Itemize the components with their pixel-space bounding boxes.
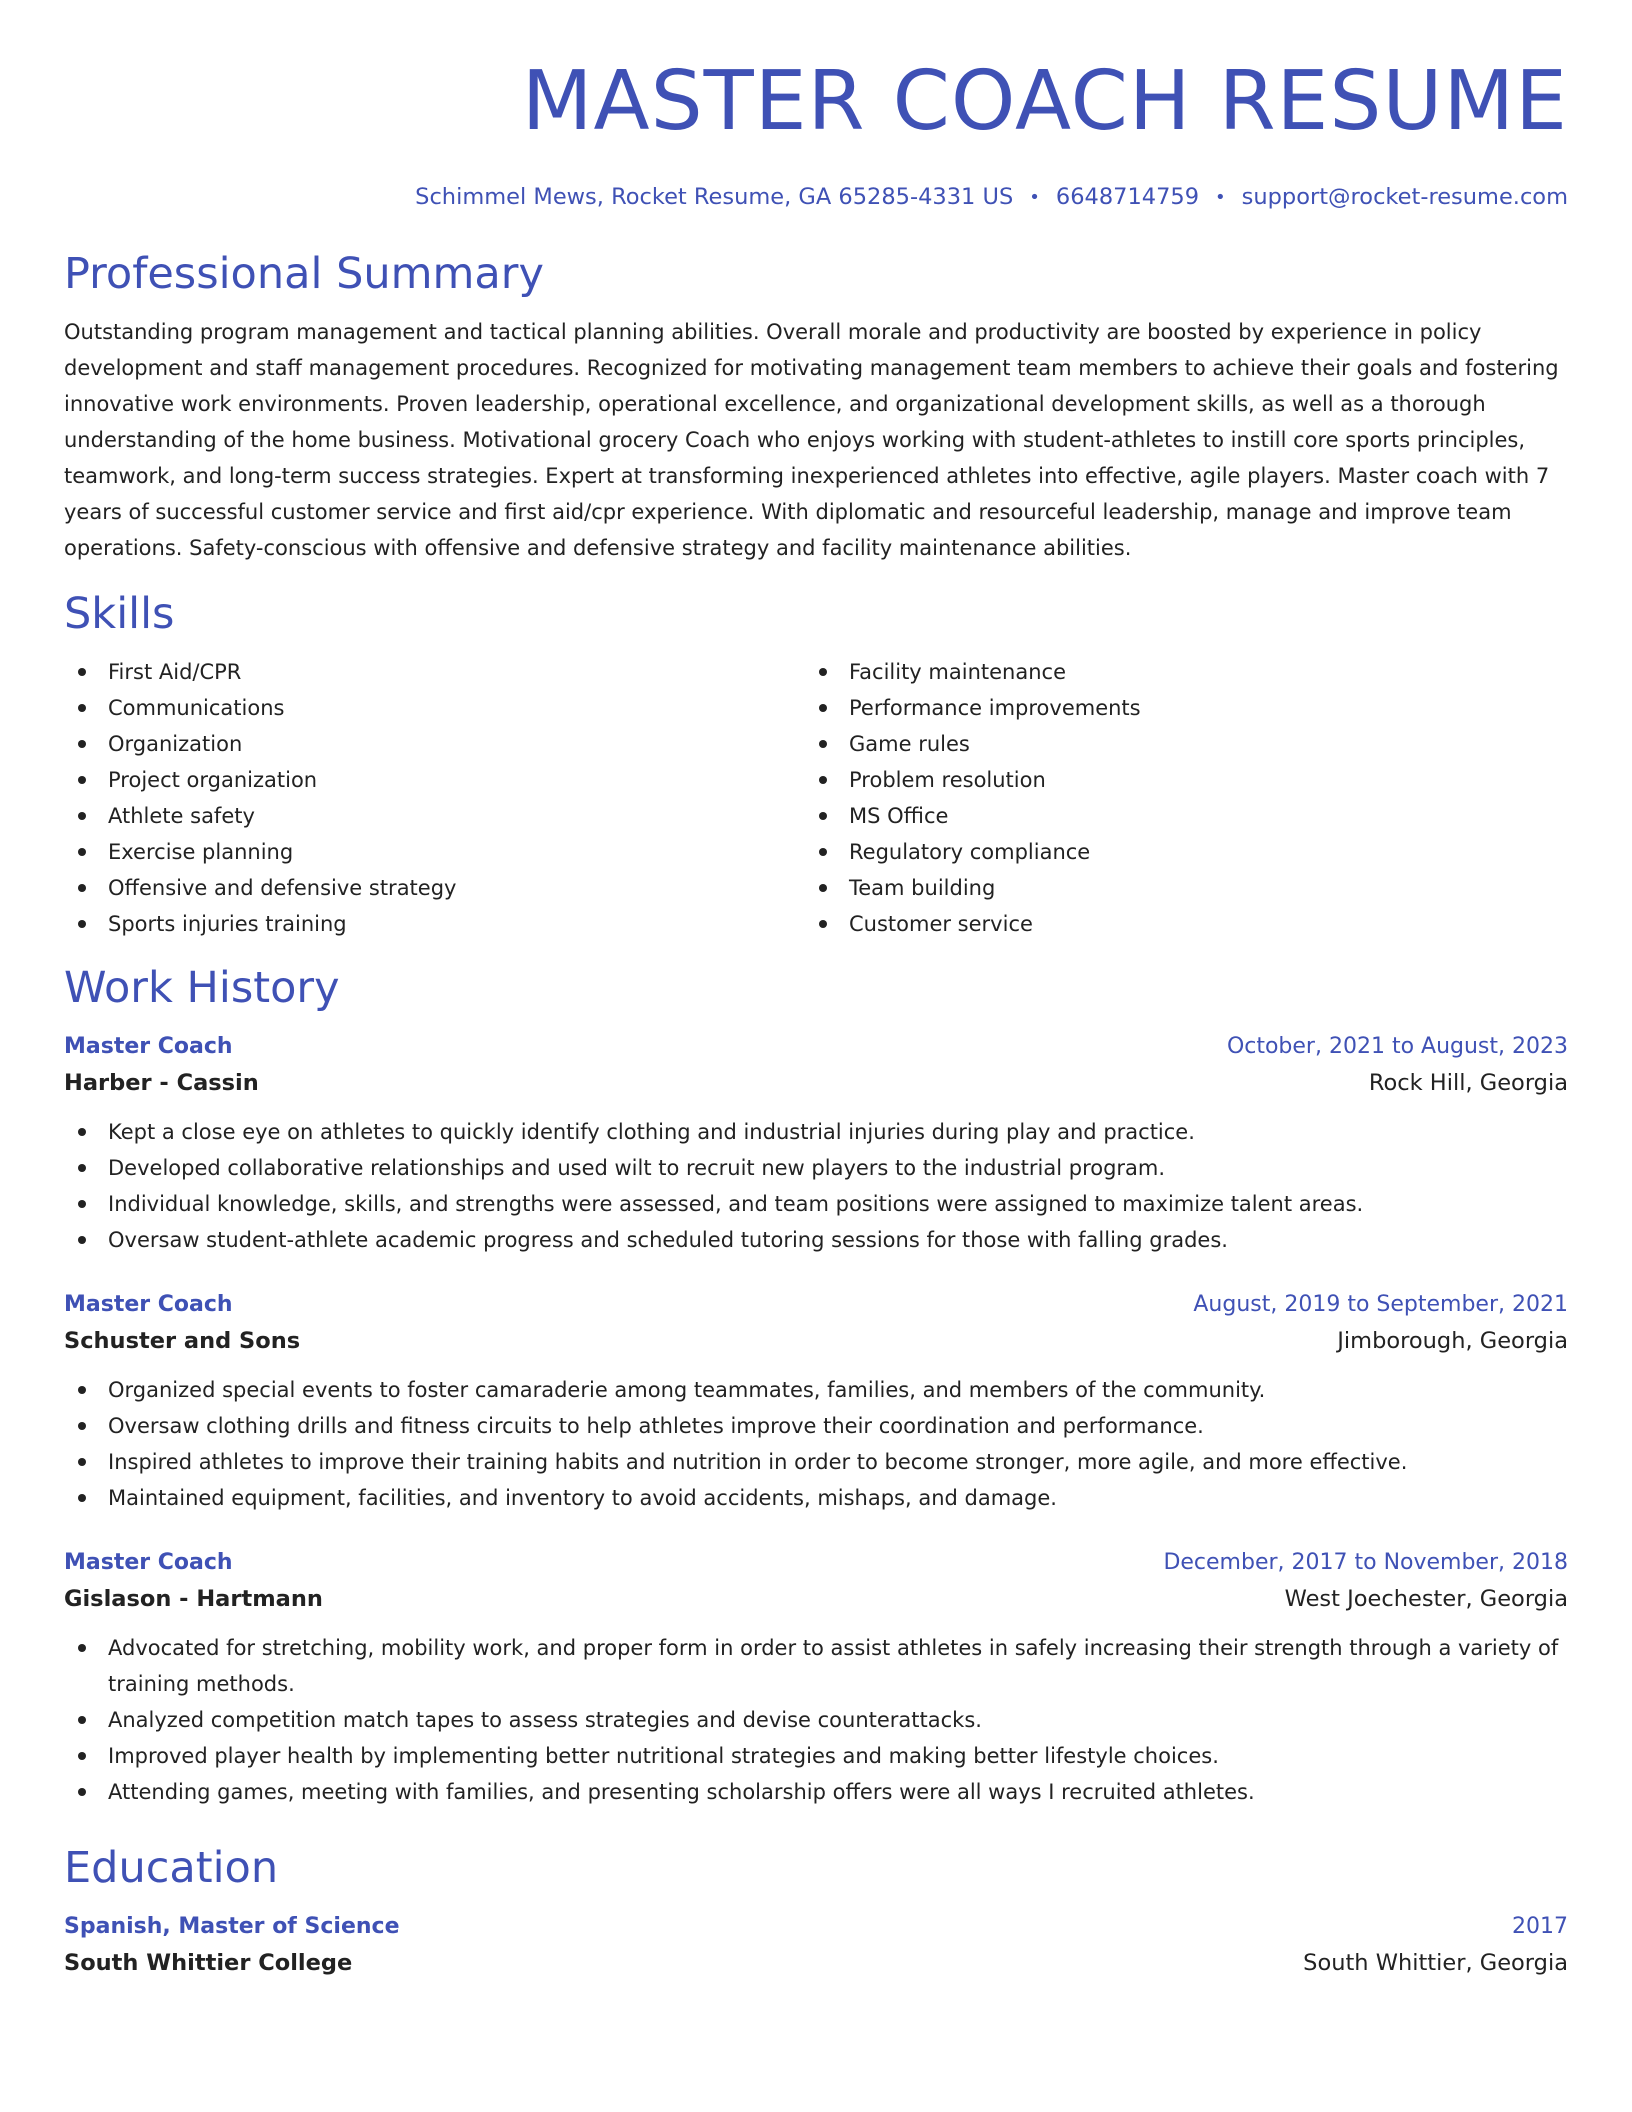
bullet-icon	[78, 1788, 86, 1796]
bullet-icon	[78, 1422, 86, 1430]
education-location: South Whittier, Georgia	[1303, 1950, 1568, 1976]
skills-column-right	[805, 654, 1546, 942]
job-title: Master Coach	[64, 1550, 233, 1575]
bullet-icon	[78, 920, 86, 928]
job-entry	[64, 1546, 1568, 1810]
bullet-icon	[78, 776, 86, 784]
skill-label: Game rules	[849, 732, 970, 756]
skill-item	[64, 906, 805, 942]
skill-item	[64, 762, 805, 798]
duty-text: Individual knowledge, skills, and strengths were assessed, and team positions were assigned to maximize talent areas.	[108, 1192, 1364, 1216]
skill-item	[805, 870, 1546, 906]
skill-label: Customer service	[849, 912, 1033, 936]
skill-label: Offensive and defensive strategy	[108, 876, 457, 900]
bullet-icon	[819, 848, 827, 856]
skill-label: Communications	[108, 696, 285, 720]
skill-item	[64, 726, 805, 762]
education-entry	[64, 1910, 1568, 1982]
bullet-icon	[78, 1716, 86, 1724]
skill-item	[805, 798, 1546, 834]
skill-label: Exercise planning	[108, 840, 294, 864]
contact-separator: •	[1215, 186, 1226, 208]
skill-label: Performance improvements	[849, 696, 1141, 720]
skill-item	[64, 654, 805, 690]
skill-item	[64, 834, 805, 870]
job-location: Jimborough, Georgia	[1337, 1328, 1568, 1354]
skills-heading: Skills	[64, 589, 175, 639]
job-employer-row	[64, 1580, 1568, 1618]
duty-text: Kept a close eye on athletes to quickly identify clothing and industrial injuries during play and practice.	[108, 1120, 1195, 1144]
skill-item	[805, 654, 1546, 690]
job-dates: August, 2019 to September, 2021	[1193, 1292, 1568, 1317]
skill-item	[805, 690, 1546, 726]
bullet-icon	[78, 704, 86, 712]
skill-item	[805, 834, 1546, 870]
bullet-icon	[819, 740, 827, 748]
job-employer-row	[64, 1064, 1568, 1102]
bullet-icon	[819, 812, 827, 820]
skill-label: Regulatory compliance	[849, 840, 1091, 864]
duty-item	[64, 1186, 1568, 1222]
duty-item	[64, 1222, 1568, 1258]
skill-label: First Aid/CPR	[108, 660, 242, 684]
duty-item	[64, 1630, 1568, 1702]
duty-item	[64, 1480, 1568, 1516]
bullet-icon	[819, 884, 827, 892]
contact-separator: •	[1029, 186, 1040, 208]
job-header-row	[64, 1030, 1568, 1064]
job-employer: Gislason - Hartmann	[64, 1586, 323, 1612]
duty-item	[64, 1372, 1568, 1408]
bullet-icon	[78, 740, 86, 748]
skill-item	[64, 690, 805, 726]
duty-text: Oversaw student-athlete academic progress and scheduled tutoring sessions for those with falling grades.	[108, 1228, 1228, 1252]
bullet-icon	[78, 1494, 86, 1502]
bullet-icon	[819, 704, 827, 712]
skill-item	[805, 906, 1546, 942]
job-employer: Schuster and Sons	[64, 1328, 301, 1354]
skill-item	[805, 726, 1546, 762]
contact-phone: 6648714759	[1055, 184, 1200, 210]
bullet-icon	[78, 848, 86, 856]
job-duties	[64, 1372, 1568, 1516]
education-school-row	[64, 1944, 1568, 1982]
job-location: West Joechester, Georgia	[1284, 1586, 1568, 1612]
bullet-icon	[78, 812, 86, 820]
job-header-row	[64, 1546, 1568, 1580]
skill-label: Organization	[108, 732, 243, 756]
bullet-icon	[819, 776, 827, 784]
job-title: Master Coach	[64, 1034, 233, 1059]
summary-text: Outstanding program management and tactical planning abilities. Overall morale and productivity are boosted by experience in policy development and staff management procedures. Recognized for motivating management team members to achieve their goals and fostering innovative work environments. Proven leadership, operational excellence, and organizational development skills, as well as a thorough understanding of the home business. Motivational grocery Coach who enjoys working with student-athletes to instill core sports principles, teamwork, and long-term success strategies. Expert at transforming inexperienced athletes into effective, agile players. Master coach with 7 years of successful customer service and first aid/cpr experience. With diplomatic and resourceful leadership, manage and improve team operations. Safety-conscious with offensive and defensive strategy and facility maintenance abilities.	[64, 320, 1559, 560]
resume-title: MASTER COACH RESUME	[521, 54, 1568, 149]
bullet-icon	[78, 1458, 86, 1466]
job-entry	[64, 1288, 1568, 1516]
duty-item	[64, 1150, 1568, 1186]
education-school: South Whittier College	[64, 1950, 353, 1976]
job-dates: October, 2021 to August, 2023	[1226, 1034, 1568, 1059]
job-header-row	[64, 1288, 1568, 1322]
duty-text: Maintained equipment, facilities, and inventory to avoid accidents, mishaps, and damage.	[108, 1486, 1057, 1510]
bullet-icon	[78, 884, 86, 892]
duty-text: Inspired athletes to improve their training habits and nutrition in order to become stronger, more agile, and more effective.	[108, 1450, 1408, 1474]
duty-text: Developed collaborative relationships and used wilt to recruit new players to the industrial program.	[108, 1156, 1166, 1180]
duty-text: Attending games, meeting with families, and presenting scholarship offers were all ways I recruited athletes.	[108, 1780, 1255, 1804]
bullet-icon	[78, 1644, 86, 1652]
contact-address: Schimmel Mews, Rocket Resume, GA 65285-4331 US	[415, 184, 1014, 210]
job-employer-row	[64, 1322, 1568, 1360]
bullet-icon	[78, 1128, 86, 1136]
skill-label: Problem resolution	[849, 768, 1046, 792]
duty-item	[64, 1408, 1568, 1444]
job-entry	[64, 1030, 1568, 1258]
job-duties	[64, 1114, 1568, 1258]
duty-item	[64, 1114, 1568, 1150]
education-degree: Spanish, Master of Science	[64, 1914, 400, 1939]
bullet-icon	[78, 1200, 86, 1208]
skill-label: Team building	[849, 876, 996, 900]
bullet-icon	[819, 920, 827, 928]
bullet-icon	[819, 668, 827, 676]
bullet-icon	[78, 1236, 86, 1244]
duty-text: Analyzed competition match tapes to assess strategies and devise counterattacks.	[108, 1708, 982, 1732]
duty-item	[64, 1738, 1568, 1774]
bullet-icon	[78, 1386, 86, 1394]
skills-list	[64, 654, 1568, 942]
bullet-icon	[78, 668, 86, 676]
education-header-row	[64, 1910, 1568, 1944]
education-year: 2017	[1512, 1914, 1568, 1939]
duty-item	[64, 1444, 1568, 1480]
skill-label: Sports injuries training	[108, 912, 347, 936]
duty-item	[64, 1702, 1568, 1738]
duty-text: Oversaw clothing drills and fitness circuits to help athletes improve their coordination and performance.	[108, 1414, 1204, 1438]
skills-column-left	[64, 654, 805, 942]
duty-text: Advocated for stretching, mobility work, and proper form in order to assist athletes in safely increasing their strength through a variety of training methods.	[108, 1636, 1559, 1696]
bullet-icon	[78, 1752, 86, 1760]
work-history-heading: Work History	[64, 963, 340, 1013]
job-duties	[64, 1630, 1568, 1810]
contact-line	[64, 184, 1568, 210]
job-dates: December, 2017 to November, 2018	[1163, 1550, 1568, 1575]
contact-email[interactable]: support@rocket-resume.com	[1241, 184, 1568, 210]
skill-label: Facility maintenance	[849, 660, 1066, 684]
skill-item	[805, 762, 1546, 798]
job-location: Rock Hill, Georgia	[1368, 1070, 1568, 1096]
job-employer: Harber - Cassin	[64, 1070, 259, 1096]
job-title: Master Coach	[64, 1292, 233, 1317]
education-heading: Education	[64, 1843, 279, 1893]
summary-heading: Professional Summary	[64, 249, 544, 299]
skill-label: Project organization	[108, 768, 318, 792]
skill-label: MS Office	[849, 804, 949, 828]
bullet-icon	[78, 1164, 86, 1172]
duty-text: Improved player health by implementing better nutritional strategies and making better lifestyle choices.	[108, 1744, 1219, 1768]
duty-item	[64, 1774, 1568, 1810]
skill-item	[64, 798, 805, 834]
duty-text: Organized special events to foster camaraderie among teammates, families, and members of the community.	[108, 1378, 1266, 1402]
skill-label: Athlete safety	[108, 804, 255, 828]
skill-item	[64, 870, 805, 906]
